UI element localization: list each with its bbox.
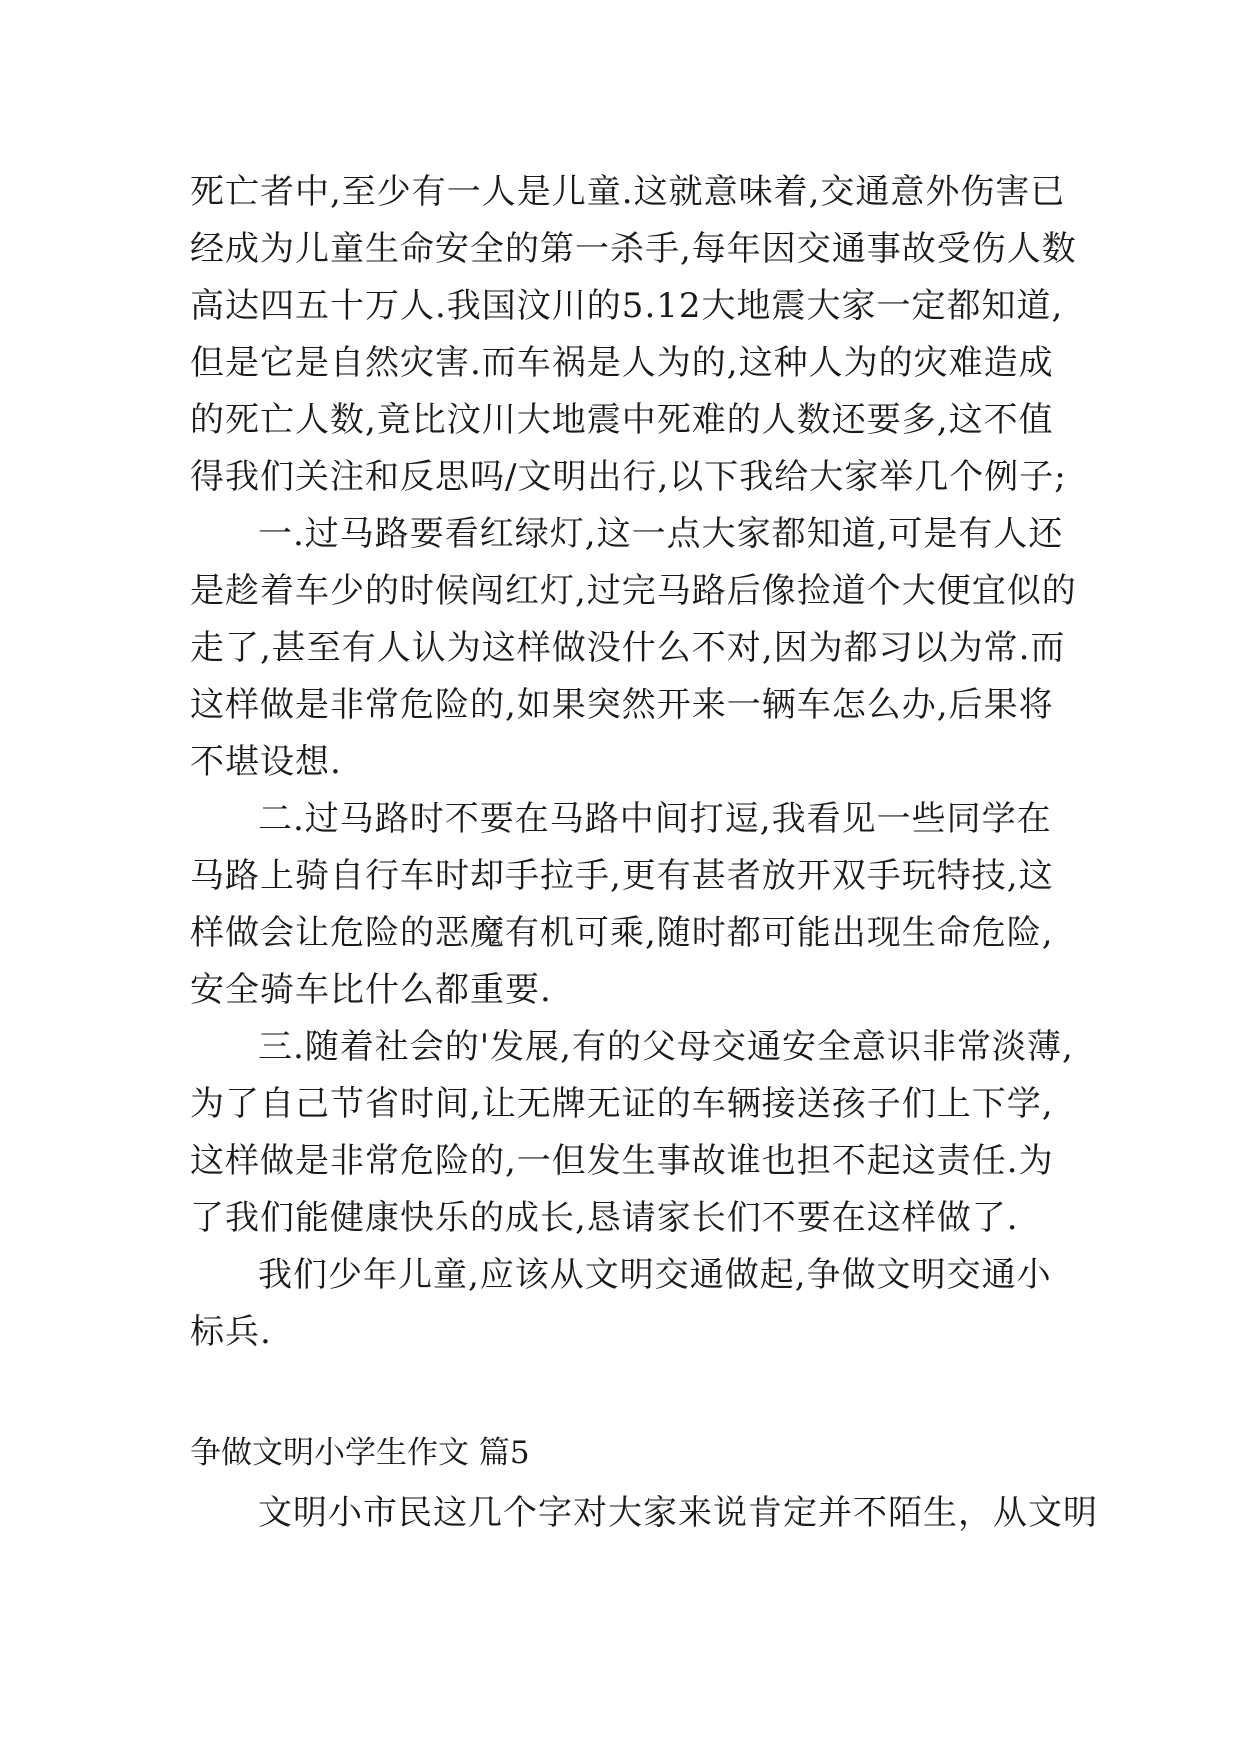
paragraph-start-line: 一.过马路要看红绿灯,这一点大家都知道,可是有人还 <box>258 514 1064 554</box>
body-line: 这样做是非常危险的,一但发生事故谁也担不起这责任.为 <box>190 1141 1054 1181</box>
body-line: 了我们能健康快乐的成长,恳请家长们不要在这样做了. <box>190 1198 1019 1238</box>
paragraph-start-line: 二.过马路时不要在马路中间打逗,我看见一些同学在 <box>258 799 1052 839</box>
body-line: 的死亡人数,竟比汶川大地震中死难的人数还要多,这不值 <box>190 400 1054 440</box>
body-line: 但是它是自然灾害.而车祸是人为的,这种人为的灾难造成 <box>190 343 1054 383</box>
body-line: 不堪设想. <box>190 742 342 782</box>
body-line: 经成为儿童生命安全的第一杀手,每年因交通事故受伤人数 <box>190 229 1077 269</box>
paragraph-start-line: 我们少年儿童,应该从文明交通做起,争做文明交通小 <box>258 1255 1052 1295</box>
body-line: 这样做是非常危险的,如果突然开来一辆车怎么办,后果将 <box>190 685 1054 725</box>
paragraph-start-line: 文明小市民这几个字对大家来说肯定并不陌生，从文明 <box>258 1493 1098 1533</box>
body-line: 马路上骑自行车时却手拉手,更有甚者放开双手玩特技,这 <box>190 856 1054 896</box>
body-line: 标兵. <box>190 1312 272 1352</box>
paragraph-start-line: 三.随着社会的'发展,有的父母交通安全意识非常淡薄, <box>258 1027 1074 1067</box>
body-line: 安全骑车比什么都重要. <box>190 970 552 1010</box>
body-line: 得我们关注和反思吗/文明出行,以下我给大家举几个例子; <box>190 457 1067 497</box>
body-line: 高达四五十万人.我国汶川的5.12大地震大家一定都知道, <box>190 286 1064 326</box>
body-line: 是趁着车少的时候闯红灯,过完马路后像捡道个大便宜似的 <box>190 571 1077 611</box>
body-line: 死亡者中,至少有一人是儿童.这就意味着,交通意外伤害已 <box>190 172 1066 212</box>
body-line: 走了,甚至有人认为这样做没什么不对,因为都习以为常.而 <box>190 628 1066 668</box>
body-line: 样做会让危险的恶魔有机可乘,随时都可能出现生命危险, <box>190 913 1054 953</box>
body-line: 为了自己节省时间,让无牌无证的车辆接送孩子们上下学, <box>190 1084 1054 1124</box>
section-heading: 争做文明小学生作文 篇5 <box>190 1435 530 1471</box>
